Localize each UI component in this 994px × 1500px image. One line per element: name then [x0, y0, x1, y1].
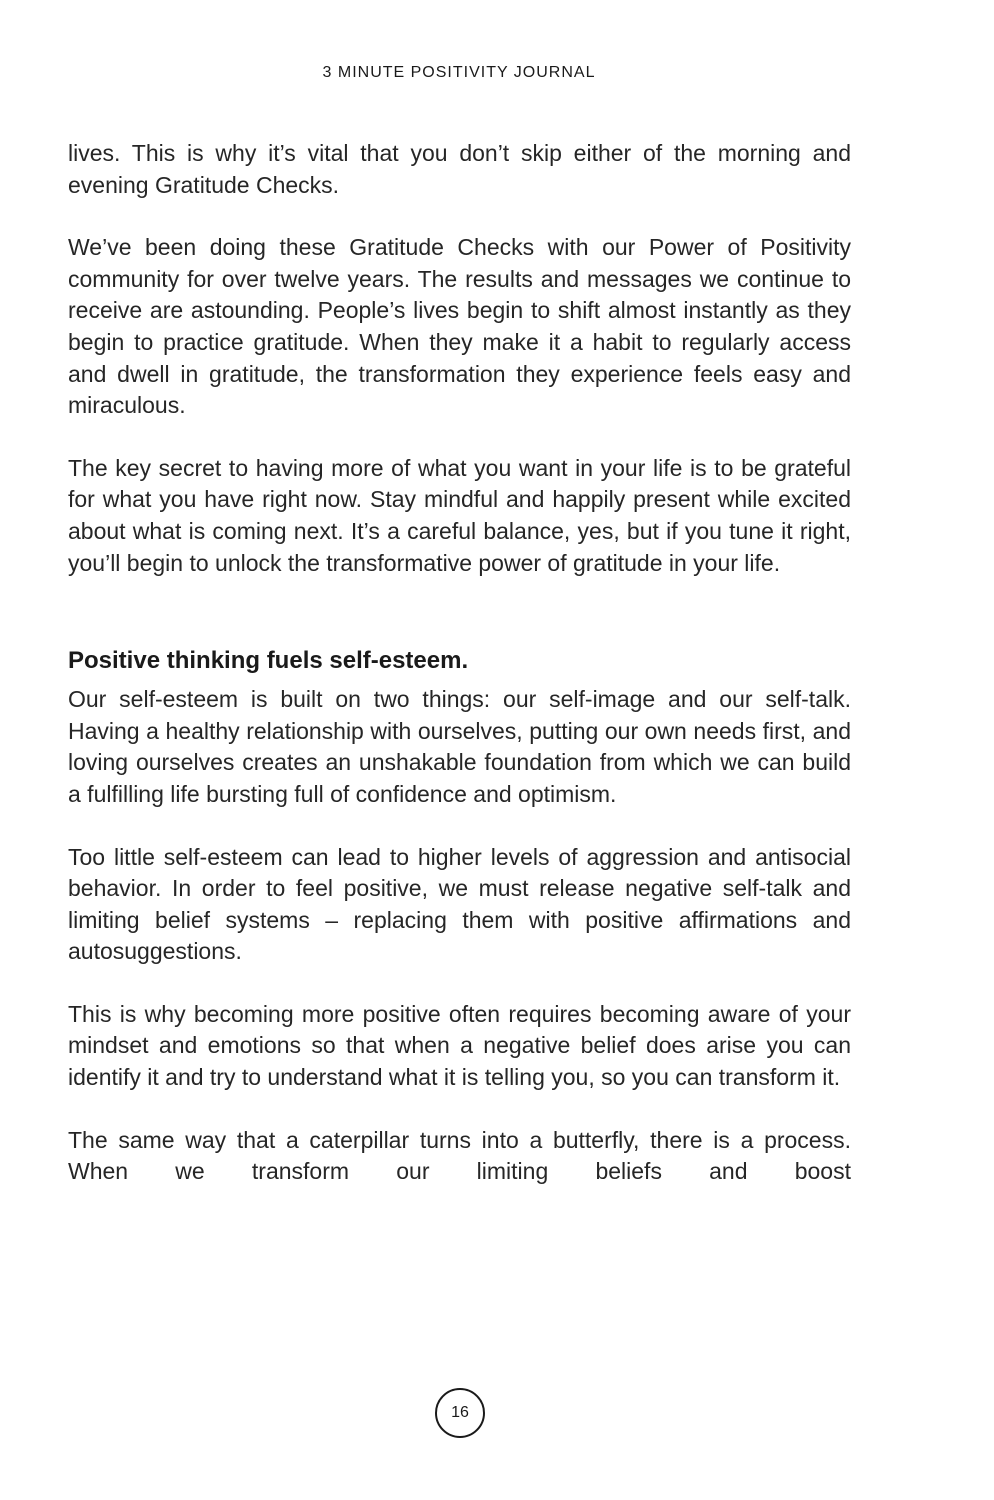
body-paragraph: Too little self-esteem can lead to higher levels of aggression and antisocial behavior. In order to feel positive, we must release negative self-talk and limiting belief systems – replacing them with positive affirmations and autosuggestions. — [68, 843, 851, 965]
body-paragraph: lives. This is why it’s vital that you don’t skip either of the morning and evening Gratitude Checks. — [68, 140, 851, 198]
page-number-badge — [435, 1388, 485, 1438]
section-heading: Positive thinking fuels self-esteem. — [68, 647, 469, 675]
body-paragraph: This is why becoming more positive often requires becoming aware of your mindset and emotions so that when a negative belief does arise you can identify it and try to understand what it is telling you, so you can transform it. — [68, 1000, 851, 1091]
body-paragraph-continued: The same way that a caterpillar turns into a butterfly, there is a process. When we transform our limiting beliefs and boost — [68, 1126, 851, 1185]
page-number: 16 — [451, 1404, 469, 1421]
body-paragraph: Our self-esteem is built on two things: our self-image and our self-talk. Having a healthy relationship with ourselves, putting our own needs first, and loving ourselves creates an unshakable foundation from which we can build a fulfilling life bursting full of confidence and optimism. — [68, 686, 851, 807]
body-paragraph: We’ve been doing these Gratitude Checks with our Power of Positivity community for over twelve years. The results and messages we continue to receive are astounding. People’s lives begin to shift almost instantly as they begin to practice gratitude. When they make it a habit to regularly access and dwell in gratitude, the transformation they experience feels easy and miraculous. — [68, 234, 851, 419]
page-body — [68, 138, 851, 1188]
running-head: 3 MINUTE POSITIVITY JOURNAL — [322, 64, 596, 81]
body-paragraph: The key secret to having more of what you want in your life is to be grateful for what you have right now. Stay mindful and happily present while excited about what is coming next. It’s a careful balance, yes, but if you tune it right, you’ll begin to unlock the transformative power of gratitude in your life. — [68, 454, 851, 576]
